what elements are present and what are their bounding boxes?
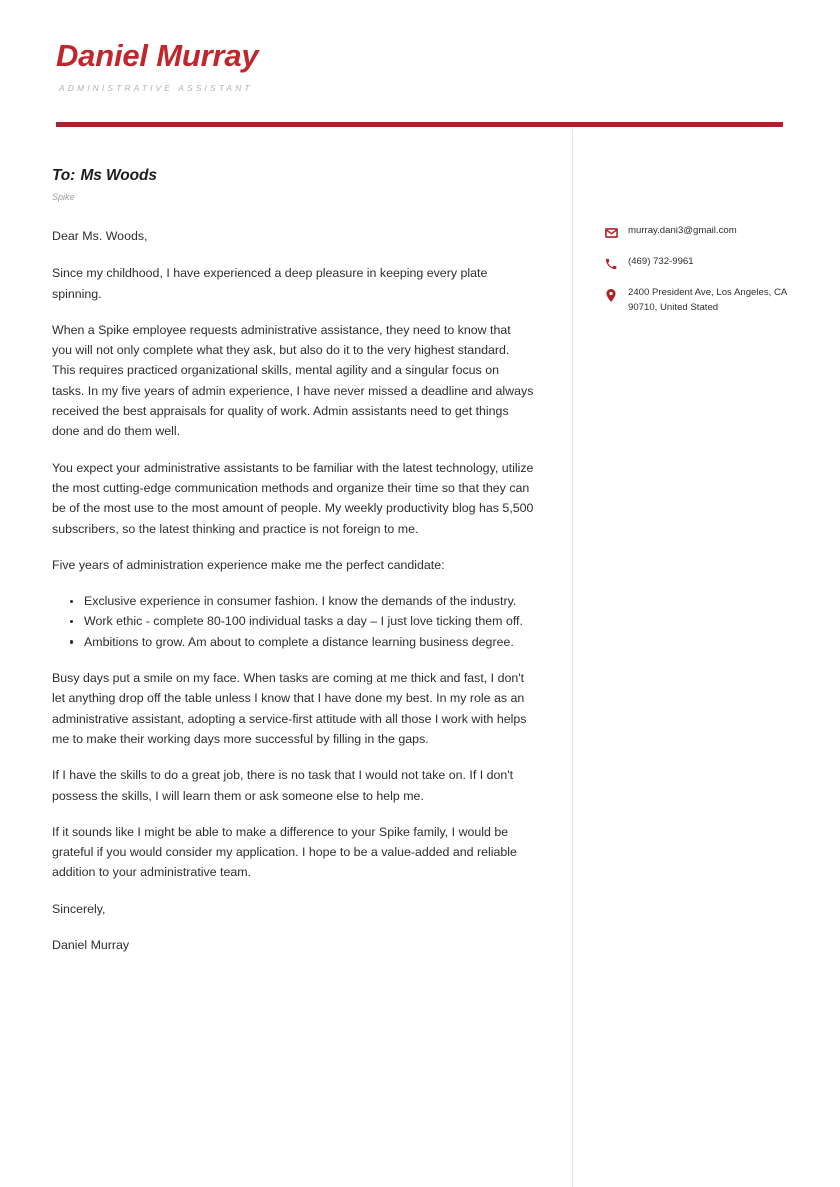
paragraph: Since my childhood, I have experienced a deep pleasure in keeping every plate spinning.	[52, 266, 488, 301]
envelope-icon	[603, 225, 619, 241]
list-item: Exclusive experience in consumer fashion. I know the demands of the industry.	[84, 591, 534, 611]
contact-address-item	[603, 286, 803, 315]
candidate-name: Daniel Murray	[56, 38, 259, 73]
location-pin-icon	[603, 287, 619, 303]
paragraph: Five years of administration experience make me the perfect candidate:	[52, 557, 445, 572]
recipient-line	[52, 167, 534, 185]
closing-line: Sincerely,	[52, 901, 106, 916]
candidate-job-title: ADMINISTRATIVE ASSISTANT	[59, 82, 253, 93]
letter-content	[52, 226, 534, 955]
list-item: Work ethic - complete 80-100 individual tasks a day – I just love ticking them off.	[84, 611, 534, 631]
contact-email-text: murray.dani3@gmail.com	[628, 225, 737, 236]
phone-icon	[603, 256, 619, 272]
contact-details	[603, 224, 803, 315]
salutation: Dear Ms. Woods,	[52, 229, 148, 243]
list-item: Ambitions to grow. Am about to complete a distance learning business degree.	[84, 632, 534, 652]
letter-body	[52, 167, 534, 955]
paragraph: If it sounds like I might be able to make a difference to your Spike family, I would be grateful if you would consider my application. I hope to be a value-added and reliable addition to your administrative team.	[52, 824, 517, 880]
contact-phone-text: (469) 732-9961	[628, 256, 694, 267]
column-divider	[572, 130, 573, 1187]
paragraph: If I have the skills to do a great job, there is no task that I would not take on. If I don't possess the skills, I will learn them or ask someone else to help me.	[52, 768, 514, 803]
letter-header	[56, 38, 786, 93]
contact-email-item	[603, 224, 803, 241]
contact-phone-item	[603, 255, 803, 272]
qualifications-list	[52, 591, 534, 652]
recipient-company: Spike	[52, 192, 75, 202]
contact-address-text: 2400 President Ave, Los Angeles, CA 90710, United Stated	[628, 287, 787, 313]
paragraph: Busy days put a smile on my face. When tasks are coming at me thick and fast, I don't let anything drop off the table unless I know that I have done my best. In my role as an administrative assistant, adopting a service-first attitude with all those I work with helps me to make their working days more successful by filling in the gaps.	[52, 671, 527, 746]
recipient-to-label: To:	[52, 167, 76, 184]
paragraph: You expect your administrative assistants to be familiar with the latest technology, utilize the most cutting-edge communication methods and organize their time so that they can be of the most use to the most amount of people. My weekly productivity blog has 5,500 subscribers, so the latest thinking and practice is not foreign to me.	[52, 460, 534, 536]
recipient-name: Ms Woods	[80, 167, 157, 184]
header-divider-rule	[56, 122, 783, 127]
signature-name: Daniel Murray	[52, 938, 130, 953]
paragraph: When a Spike employee requests administrative assistance, they need to know that you will not only complete what they ask, but also do it to the very highest standard. This requires practiced organizational skills, mental agility and a singular focus on tasks. In my five years of admin experience, I have never missed a deadline and always received the best appraisals for quality of work. Admin assistants need to get things done and do them well.	[52, 322, 534, 439]
